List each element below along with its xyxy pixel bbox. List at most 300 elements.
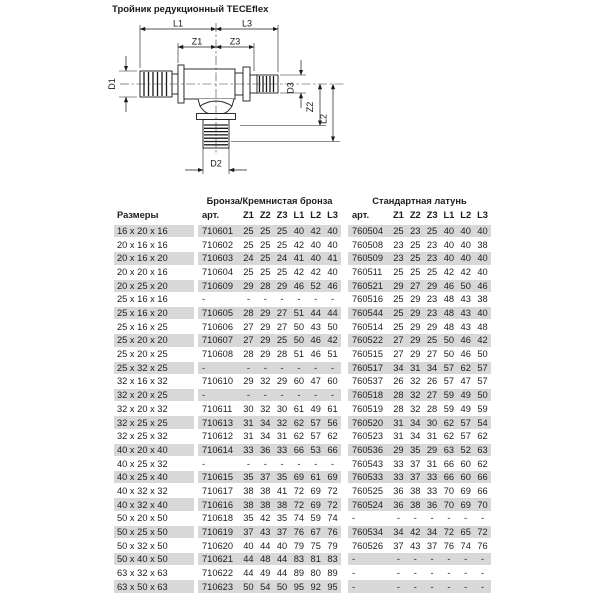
brass-value: 40 — [477, 308, 488, 319]
bronze-value: - — [331, 294, 335, 305]
bronze-value: 40 — [276, 540, 288, 551]
brass-cells — [348, 580, 491, 592]
bronze-value: 27 — [276, 321, 288, 332]
brass-value: - — [430, 513, 434, 524]
bronze-value: - — [331, 390, 335, 401]
tee-fitting-diagram — [95, 18, 360, 190]
bronze-cells — [198, 307, 341, 319]
bronze-cells — [198, 252, 341, 264]
brass-art: 760537 — [352, 376, 384, 387]
bronze-value: 29 — [243, 280, 254, 291]
brass-value: 34 — [410, 417, 421, 428]
brass-value: 72 — [477, 526, 488, 537]
brass-value: 57 — [443, 376, 455, 387]
brass-value: 40 — [460, 253, 471, 264]
brass-value: 27 — [393, 335, 404, 346]
brass-value: 40 — [477, 267, 488, 278]
bronze-value: 44 — [243, 567, 254, 578]
brass-art: 760519 — [352, 403, 384, 414]
bronze-value: 76 — [327, 526, 338, 537]
bronze-value: - — [280, 362, 284, 373]
size-label: 40 x 25 x 40 — [117, 472, 168, 483]
size-cell — [114, 321, 194, 333]
bronze-value: 32 — [276, 417, 288, 428]
brass-value: 60 — [460, 458, 471, 469]
col-header-art: арт. — [352, 210, 370, 220]
brass-value: - — [447, 567, 451, 578]
brass-value: 25 — [393, 308, 404, 319]
bronze-value: 69 — [327, 472, 338, 483]
brass-value: 32 — [410, 390, 421, 401]
bronze-cells — [198, 266, 341, 278]
brass-value: 37 — [393, 540, 404, 551]
bronze-value: 40 — [327, 267, 338, 278]
size-label: 40 x 20 x 40 — [117, 444, 168, 455]
brass-value: 49 — [460, 390, 471, 401]
dim-label-l2: L2 — [318, 113, 329, 125]
bronze-cells — [198, 375, 341, 387]
size-cell — [114, 266, 194, 278]
size-label: 25 x 16 x 16 — [117, 294, 168, 305]
bronze-value: 50 — [293, 335, 305, 346]
bronze-value: - — [263, 458, 267, 469]
table-row — [114, 334, 491, 348]
brass-value: 62 — [443, 417, 455, 428]
brass-value: 31 — [410, 362, 421, 373]
bronze-value: 62 — [327, 431, 338, 442]
table-row — [114, 457, 491, 471]
brass-value: 62 — [460, 362, 471, 373]
brass-value: - — [413, 567, 417, 578]
bronze-value: 38 — [260, 499, 271, 510]
brass-value: - — [481, 513, 485, 524]
bronze-value: 53 — [310, 444, 321, 455]
brass-art: 760504 — [352, 226, 384, 237]
bronze-value: 42 — [293, 239, 305, 250]
brass-value: 57 — [477, 362, 488, 373]
size-cell — [114, 375, 194, 387]
brass-art: 760509 — [352, 253, 384, 264]
bronze-value: 29 — [243, 376, 254, 387]
bronze-value: 33 — [243, 444, 254, 455]
size-cell — [114, 444, 194, 456]
bronze-value: 61 — [327, 403, 338, 414]
bronze-value: - — [297, 390, 301, 401]
brass-value: 60 — [460, 472, 471, 483]
brass-value: 40 — [460, 239, 471, 250]
bronze-art: 710609 — [202, 280, 234, 291]
brass-value: 42 — [443, 267, 455, 278]
brass-value: 59 — [443, 390, 455, 401]
brass-value: 34 — [393, 362, 404, 373]
brass-value: 48 — [443, 321, 455, 332]
bronze-value: 56 — [327, 417, 338, 428]
bronze-value: 67 — [310, 526, 321, 537]
bronze-value: 48 — [260, 554, 271, 565]
table-row — [114, 307, 491, 321]
bronze-art: - — [202, 294, 206, 305]
bronze-value: 79 — [293, 540, 305, 551]
size-cell — [114, 457, 194, 469]
brass-value: - — [430, 567, 434, 578]
bronze-value: - — [246, 362, 250, 373]
column-header-row — [114, 210, 491, 225]
bronze-art: 710605 — [202, 308, 234, 319]
col-header-z1: Z1 — [242, 210, 254, 220]
brass-value: 27 — [426, 349, 438, 360]
size-label: 50 x 40 x 50 — [117, 554, 168, 565]
brass-cells — [348, 498, 491, 510]
brass-value: 23 — [393, 239, 404, 250]
brass-value: 40 — [477, 253, 488, 264]
bronze-art: 710623 — [202, 581, 234, 592]
bronze-cells — [198, 526, 341, 538]
bronze-value: - — [314, 458, 318, 469]
brass-value: 59 — [443, 403, 455, 414]
col-header-z2: Z2 — [409, 210, 421, 220]
brass-art: 760520 — [352, 417, 384, 428]
brass-value: 66 — [443, 458, 455, 469]
bronze-value: 29 — [260, 349, 271, 360]
brass-value: - — [464, 567, 468, 578]
bronze-art: 710607 — [202, 335, 234, 346]
size-cell — [114, 512, 194, 524]
bronze-value: 29 — [260, 335, 271, 346]
brass-cells — [348, 457, 491, 469]
brass-value: 34 — [426, 526, 438, 537]
brass-value: 33 — [393, 458, 404, 469]
brass-value: 40 — [443, 226, 455, 237]
bronze-cells — [198, 225, 341, 237]
brass-art: - — [352, 513, 356, 524]
table-row — [114, 348, 491, 362]
size-cell — [114, 539, 194, 551]
table-row — [114, 526, 491, 540]
size-label: 25 x 16 x 20 — [117, 308, 168, 319]
size-label: 25 x 20 x 25 — [117, 349, 168, 360]
size-cell — [114, 403, 194, 415]
bronze-value: 62 — [293, 431, 305, 442]
bronze-value: 81 — [310, 554, 321, 565]
bronze-value: 49 — [260, 567, 271, 578]
brass-value: 37 — [410, 472, 421, 483]
size-cell — [114, 293, 194, 305]
brass-value: - — [430, 554, 434, 565]
bronze-value: 52 — [310, 280, 321, 291]
bronze-value: 75 — [310, 540, 321, 551]
bronze-value: 40 — [243, 540, 254, 551]
brass-value: 70 — [477, 499, 488, 510]
bronze-cells — [198, 362, 341, 374]
bronze-art: 710619 — [202, 526, 234, 537]
brass-value: 43 — [410, 540, 421, 551]
bronze-value: 69 — [310, 499, 321, 510]
bronze-art: 710610 — [202, 376, 234, 387]
brass-art: 760511 — [352, 267, 383, 278]
brass-value: 42 — [410, 526, 421, 537]
brass-cells — [348, 416, 491, 428]
dim-label-z3: Z3 — [229, 36, 241, 47]
brass-cells — [348, 266, 491, 278]
brass-art: 760515 — [352, 349, 384, 360]
bronze-cells — [198, 389, 341, 401]
bronze-value: 37 — [260, 472, 271, 483]
col-header-l3: L3 — [477, 210, 488, 220]
brass-value: - — [481, 581, 485, 592]
bronze-value: 33 — [276, 444, 288, 455]
bronze-value: 25 — [276, 226, 288, 237]
bronze-cells — [198, 403, 341, 415]
bronze-value: - — [331, 458, 335, 469]
group-header-brass: Стандартная латунь — [372, 196, 467, 206]
brass-value: 23 — [410, 226, 421, 237]
brass-value: 42 — [477, 335, 488, 346]
bronze-value: 25 — [276, 335, 288, 346]
brass-value: 25 — [410, 239, 421, 250]
bronze-value: 25 — [243, 226, 254, 237]
bronze-art: 710611 — [202, 403, 233, 414]
col-header-z3: Z3 — [276, 210, 288, 220]
size-cell — [114, 553, 194, 565]
size-cell — [114, 307, 194, 319]
bronze-art: 710614 — [202, 444, 234, 455]
bronze-value: 66 — [293, 444, 305, 455]
brass-value: - — [464, 554, 468, 565]
table-row — [114, 430, 491, 444]
bronze-value: 32 — [260, 376, 271, 387]
bronze-value: 95 — [327, 581, 338, 592]
bronze-value: 25 — [243, 267, 254, 278]
bronze-value: 46 — [310, 349, 321, 360]
bronze-value: 25 — [260, 253, 271, 264]
bronze-art: 710606 — [202, 321, 234, 332]
bronze-value: 44 — [310, 308, 321, 319]
bronze-value: 44 — [276, 567, 288, 578]
bronze-art: - — [202, 362, 206, 373]
bronze-value: 40 — [327, 226, 338, 237]
brass-value: 40 — [477, 226, 488, 237]
bronze-art: 710622 — [202, 567, 234, 578]
brass-value: 74 — [460, 540, 471, 551]
brass-value: - — [413, 554, 417, 565]
brass-value: 50 — [443, 349, 455, 360]
bronze-value: 41 — [327, 253, 338, 264]
brass-value: 34 — [426, 362, 438, 373]
brass-value: 66 — [477, 472, 488, 483]
brass-cells — [348, 539, 491, 551]
table-row — [114, 416, 491, 430]
brass-art: - — [352, 567, 356, 578]
bronze-value: 69 — [310, 485, 321, 496]
size-label: 40 x 32 x 32 — [117, 485, 168, 496]
brass-value: 50 — [477, 349, 488, 360]
bronze-value: 37 — [243, 526, 254, 537]
bronze-value: 30 — [276, 403, 288, 414]
bronze-cells — [198, 485, 341, 497]
brass-cells — [348, 293, 491, 305]
brass-cells — [348, 403, 491, 415]
bronze-value: 35 — [276, 513, 288, 524]
bronze-value: 43 — [260, 526, 271, 537]
dim-label-d3: D3 — [285, 82, 296, 94]
size-label: 20 x 25 x 20 — [117, 280, 168, 291]
bronze-value: 59 — [310, 513, 321, 524]
bronze-value: - — [263, 362, 267, 373]
bronze-value: 40 — [293, 226, 305, 237]
brass-value: - — [396, 567, 400, 578]
brass-art: 760526 — [352, 540, 384, 551]
size-label: 32 x 20 x 32 — [117, 403, 168, 414]
bronze-art: 710601 — [202, 226, 234, 237]
brass-art: 760521 — [352, 280, 384, 291]
bronze-value: 25 — [260, 239, 271, 250]
bronze-value: 24 — [276, 253, 288, 264]
brass-value: 27 — [393, 349, 404, 360]
col-header-art: арт. — [202, 210, 220, 220]
table-row — [114, 375, 491, 389]
brass-value: 29 — [410, 349, 421, 360]
brass-cells — [348, 526, 491, 538]
brass-value: 30 — [426, 417, 438, 428]
table-row — [114, 512, 491, 526]
brass-value: 29 — [410, 294, 421, 305]
size-label: 32 x 16 x 32 — [117, 376, 168, 387]
brass-art: 760508 — [352, 239, 384, 250]
brass-value: 63 — [477, 444, 488, 455]
brass-value: 43 — [460, 321, 471, 332]
bronze-value: 72 — [327, 499, 338, 510]
bronze-value: 31 — [276, 431, 288, 442]
bronze-value: - — [263, 390, 267, 401]
brass-value: 38 — [477, 294, 488, 305]
brass-value: 70 — [443, 485, 455, 496]
brass-art: 760534 — [352, 526, 384, 537]
bronze-value: 44 — [260, 540, 271, 551]
brass-cells — [348, 252, 491, 264]
bronze-value: 29 — [260, 321, 271, 332]
bronze-value: 41 — [276, 485, 288, 496]
brass-value: 50 — [443, 335, 455, 346]
bronze-cells — [198, 239, 341, 251]
brass-value: 76 — [477, 540, 488, 551]
bronze-value: 42 — [310, 267, 321, 278]
group-header-row — [114, 196, 491, 210]
bronze-value: 29 — [276, 280, 288, 291]
bronze-value: 24 — [243, 253, 254, 264]
bronze-art: 710617 — [202, 485, 234, 496]
bronze-value: - — [331, 362, 335, 373]
size-label: 25 x 20 x 20 — [117, 335, 168, 346]
brass-value: 35 — [410, 444, 421, 455]
brass-value: 29 — [410, 335, 421, 346]
table-row — [114, 266, 491, 280]
bronze-value: 25 — [260, 226, 271, 237]
brass-value: 46 — [443, 280, 455, 291]
bronze-value: 44 — [243, 554, 254, 565]
bronze-cells — [198, 416, 341, 428]
brass-value: 36 — [393, 485, 404, 496]
brass-value: 48 — [443, 308, 455, 319]
brass-value: 25 — [410, 253, 421, 264]
brass-value: 26 — [393, 376, 404, 387]
brass-value: 57 — [460, 431, 471, 442]
tee-fitting-drawing — [95, 18, 360, 195]
bronze-art: - — [202, 458, 206, 469]
size-cell — [114, 580, 194, 592]
brass-value: 43 — [460, 308, 471, 319]
bronze-value: 47 — [310, 376, 321, 387]
size-cell — [114, 239, 194, 251]
brass-value: 31 — [393, 431, 404, 442]
bronze-art: - — [202, 390, 206, 401]
size-cell — [114, 348, 194, 360]
bronze-art: 710613 — [202, 417, 234, 428]
bronze-cells — [198, 539, 341, 551]
size-label: 40 x 32 x 40 — [117, 499, 168, 510]
bronze-value: 27 — [243, 335, 254, 346]
table-row — [114, 498, 491, 512]
brass-value: 25 — [410, 267, 421, 278]
brass-value: 29 — [410, 321, 421, 332]
brass-art: 760523 — [352, 431, 384, 442]
bronze-value: 60 — [327, 376, 338, 387]
bronze-value: 31 — [243, 417, 254, 428]
brass-value: 48 — [477, 321, 488, 332]
brass-value: 25 — [393, 321, 404, 332]
bronze-value: 30 — [243, 403, 254, 414]
bronze-value: 31 — [243, 431, 254, 442]
brass-value: 25 — [393, 267, 404, 278]
brass-value: 28 — [393, 403, 404, 414]
bronze-cells — [198, 471, 341, 483]
bronze-value: 89 — [293, 567, 305, 578]
bronze-cells — [198, 334, 341, 346]
size-cell — [114, 498, 194, 510]
brass-value: 29 — [426, 321, 438, 332]
table-row — [114, 567, 491, 581]
brass-value: 23 — [426, 239, 438, 250]
bronze-value: 51 — [293, 308, 305, 319]
brass-art: 760544 — [352, 308, 384, 319]
dim-label-d2: D2 — [210, 158, 222, 169]
brass-value: 23 — [393, 253, 404, 264]
brass-value: 47 — [460, 376, 471, 387]
dim-label-z1: Z1 — [191, 36, 203, 47]
bronze-value: 83 — [327, 554, 338, 565]
dim-label-l3: L3 — [241, 18, 253, 29]
bronze-value: 54 — [260, 581, 271, 592]
brass-cells — [348, 334, 491, 346]
bronze-value: 74 — [327, 513, 338, 524]
brass-value: 25 — [393, 294, 404, 305]
bronze-value: 25 — [260, 267, 271, 278]
brass-value: 66 — [443, 472, 455, 483]
bronze-value: 40 — [310, 239, 321, 250]
bronze-art: 710612 — [202, 431, 234, 442]
bronze-value: - — [314, 294, 318, 305]
bronze-cells — [198, 567, 341, 579]
brass-cells — [348, 348, 491, 360]
bronze-value: 40 — [327, 239, 338, 250]
brass-art: 760525 — [352, 485, 384, 496]
size-label: 20 x 16 x 16 — [117, 239, 168, 250]
bronze-value: 44 — [327, 308, 338, 319]
brass-cells — [348, 362, 491, 374]
brass-cells — [348, 280, 491, 292]
bronze-value: 34 — [260, 431, 271, 442]
brass-value: 57 — [460, 417, 471, 428]
bronze-value: 25 — [276, 239, 288, 250]
